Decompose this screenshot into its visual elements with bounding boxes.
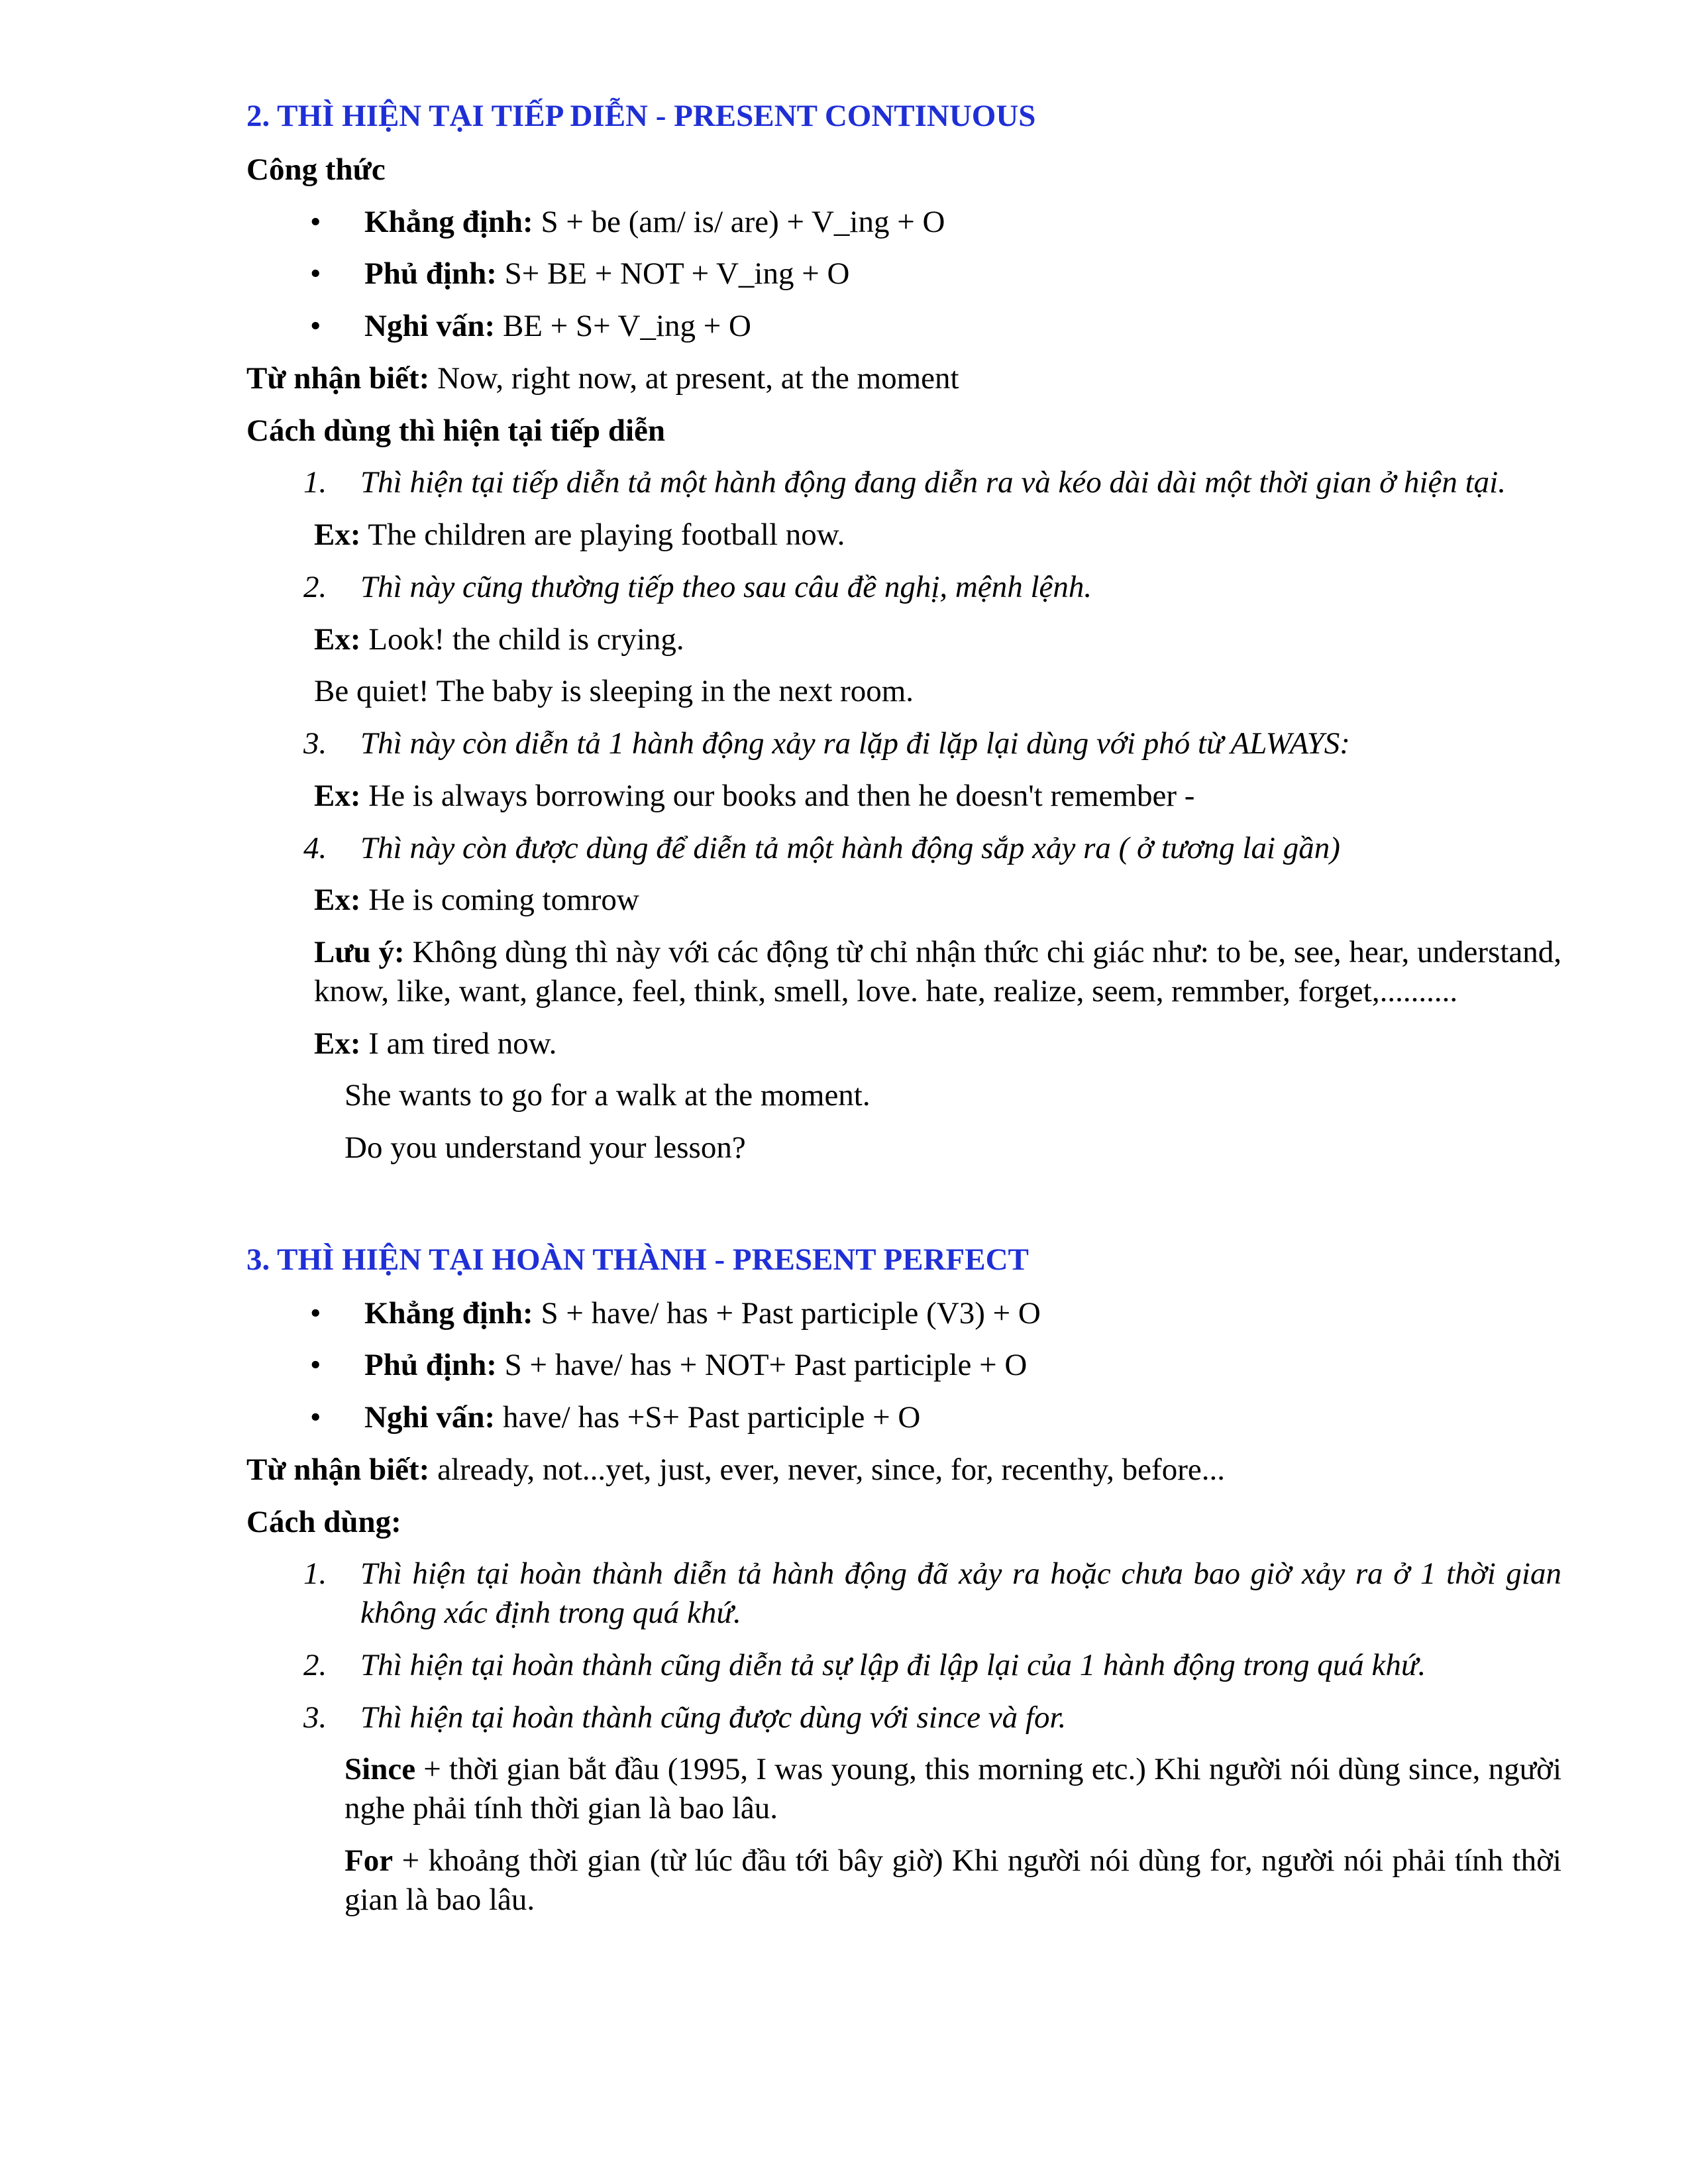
formula-text-question: BE + S+ V_ing + O [495, 309, 751, 343]
usage-text: Thì hiện tại hoàn thành cũng diễn tả sự lập đi lập lại của 1 hành động trong quá khứ. [360, 1647, 1426, 1682]
signal-words [246, 359, 1561, 398]
formula-affirmative [246, 203, 1561, 242]
usage-heading: Cách dùng thì hiện tại tiếp diễn [246, 413, 666, 448]
formula-label: Công thức [246, 152, 386, 187]
formula-label-negative: Phủ định: [364, 1348, 497, 1383]
signal-words [246, 1450, 1561, 1490]
section-2-heading: 2. THÌ HIỆN TẠI TIẾP DIỄN - PRESENT CONTINUOUS [246, 99, 1036, 133]
usage-item-2 [246, 1646, 1561, 1685]
example-5b: She wants to go for a walk at the moment. [344, 1078, 871, 1113]
usage-number: 2. [303, 1647, 327, 1682]
usage-text: Thì này còn được dùng để diễn tả một hành động sắp xảy ra ( ở tương lai gần) [360, 830, 1340, 865]
formula-label-negative: Phủ định: [364, 256, 497, 292]
example-4 [246, 881, 1561, 920]
example-text: The children are playing football now. [360, 518, 845, 552]
formula-label-question: Nghi vấn: [364, 309, 496, 343]
usage-text: Thì hiện tại hoàn thành diễn tả hành động đã xảy ra hoặc chưa bao giờ xảy ra ở 1 thời gian không xác định trong quá khứ. [360, 1556, 1561, 1630]
since-explanation [246, 1750, 1561, 1828]
since-label: Since [344, 1752, 416, 1787]
usage-text: Thì này còn diễn tả 1 hành động xảy ra lặp đi lặp lại dùng với phó từ ALWAYS: [360, 726, 1350, 761]
bullet-icon: • [310, 1400, 321, 1435]
bullet-icon: • [310, 1348, 321, 1383]
note-text: Không dùng thì này với các động từ chỉ nhận thức chi giác như: to be, see, hear, understand, know, like, want, glance, feel, think, smell, love. hate, realize, seem, remmber, forget,.......... [314, 935, 1561, 1009]
example-label: Ex: [314, 883, 361, 918]
bullet-icon: • [310, 309, 321, 343]
example-2 [246, 620, 1561, 659]
formula-question [246, 1398, 1561, 1437]
example-label: Ex: [314, 518, 361, 552]
signal-label: Từ nhận biết: [246, 1452, 430, 1487]
usage-number: 4. [303, 830, 327, 865]
example-5 [246, 1024, 1561, 1064]
formula-negative [246, 1346, 1561, 1385]
formula-label-affirmative: Khẳng định: [364, 204, 533, 239]
example-text: I am tired now. [360, 1026, 557, 1061]
formula-text-affirmative: S + have/ has + Past participle (V3) + O [533, 1295, 1041, 1331]
usage-number: 2. [303, 569, 327, 604]
document-page [246, 97, 1561, 1932]
note [246, 933, 1561, 1011]
formula-label-affirmative: Khẳng định: [364, 1295, 533, 1331]
example-text: He is coming tomrow [360, 883, 639, 918]
usage-text: Thì này cũng thường tiếp theo sau câu đề nghị, mệnh lệnh. [360, 569, 1092, 604]
formula-negative [246, 254, 1561, 294]
section-3-heading: 3. THÌ HIỆN TẠI HOÀN THÀNH - PRESENT PERFECT [246, 1242, 1029, 1277]
bullet-icon: • [310, 256, 321, 292]
usage-item-1 [246, 1555, 1561, 1633]
for-text: + khoảng thời gian (từ lúc đầu tới bây giờ) Khi người nói dùng for, người nói phải tính thời gian là bao lâu. [344, 1843, 1561, 1917]
usage-number: 1. [303, 1556, 327, 1592]
usage-number: 3. [303, 1700, 327, 1735]
usage-number: 3. [303, 726, 327, 761]
example-label: Ex: [314, 622, 361, 657]
usage-item-3 [246, 724, 1561, 763]
formula-question [246, 307, 1561, 346]
formula-text-question: have/ has +S+ Past participle + O [495, 1400, 921, 1435]
for-explanation [246, 1841, 1561, 1920]
since-text: + thời gian bắt đầu (1995, I was young, this morning etc.) Khi người nói dùng since, người nghe phải tính thời gian là bao lâu. [344, 1752, 1561, 1826]
usage-text: Thì hiện tại tiếp diễn tả một hành động đang diễn ra và kéo dài dài một thời gian ở hiện tại. [360, 465, 1506, 500]
example-text: Look! the child is crying. [360, 622, 684, 657]
formula-text-affirmative: S + be (am/ is/ are) + V_ing + O [533, 204, 945, 239]
signal-text: Now, right now, at present, at the moment [429, 360, 959, 396]
formula-label-question: Nghi vấn: [364, 1400, 496, 1435]
note-label: Lưu ý: [314, 935, 405, 969]
example-label: Ex: [314, 778, 361, 813]
example-label: Ex: [314, 1026, 361, 1061]
bullet-icon: • [310, 1295, 321, 1331]
usage-item-1 [246, 463, 1561, 502]
example-2b: Be quiet! The baby is sleeping in the next room. [314, 674, 914, 709]
example-5c: Do you understand your lesson? [344, 1130, 746, 1165]
formula-text-negative: S+ BE + NOT + V_ing + O [496, 256, 850, 292]
signal-label: Từ nhận biết: [246, 360, 430, 396]
signal-text: already, not...yet, just, ever, never, since, for, recenthy, before... [429, 1452, 1225, 1487]
usage-number: 1. [303, 465, 327, 500]
usage-item-3 [246, 1698, 1561, 1737]
formula-text-negative: S + have/ has + NOT+ Past participle + O [496, 1348, 1028, 1383]
example-3 [246, 777, 1561, 816]
usage-heading: Cách dùng: [246, 1504, 401, 1539]
example-1 [246, 516, 1561, 555]
formula-affirmative [246, 1294, 1561, 1333]
bullet-icon: • [310, 204, 321, 239]
usage-text: Thì hiện tại hoàn thành cũng được dùng với since và for. [360, 1700, 1067, 1735]
usage-item-4 [246, 829, 1561, 868]
example-text: He is always borrowing our books and then he doesn't remember - [360, 778, 1195, 813]
usage-item-2 [246, 568, 1561, 607]
for-label: For [344, 1843, 394, 1878]
